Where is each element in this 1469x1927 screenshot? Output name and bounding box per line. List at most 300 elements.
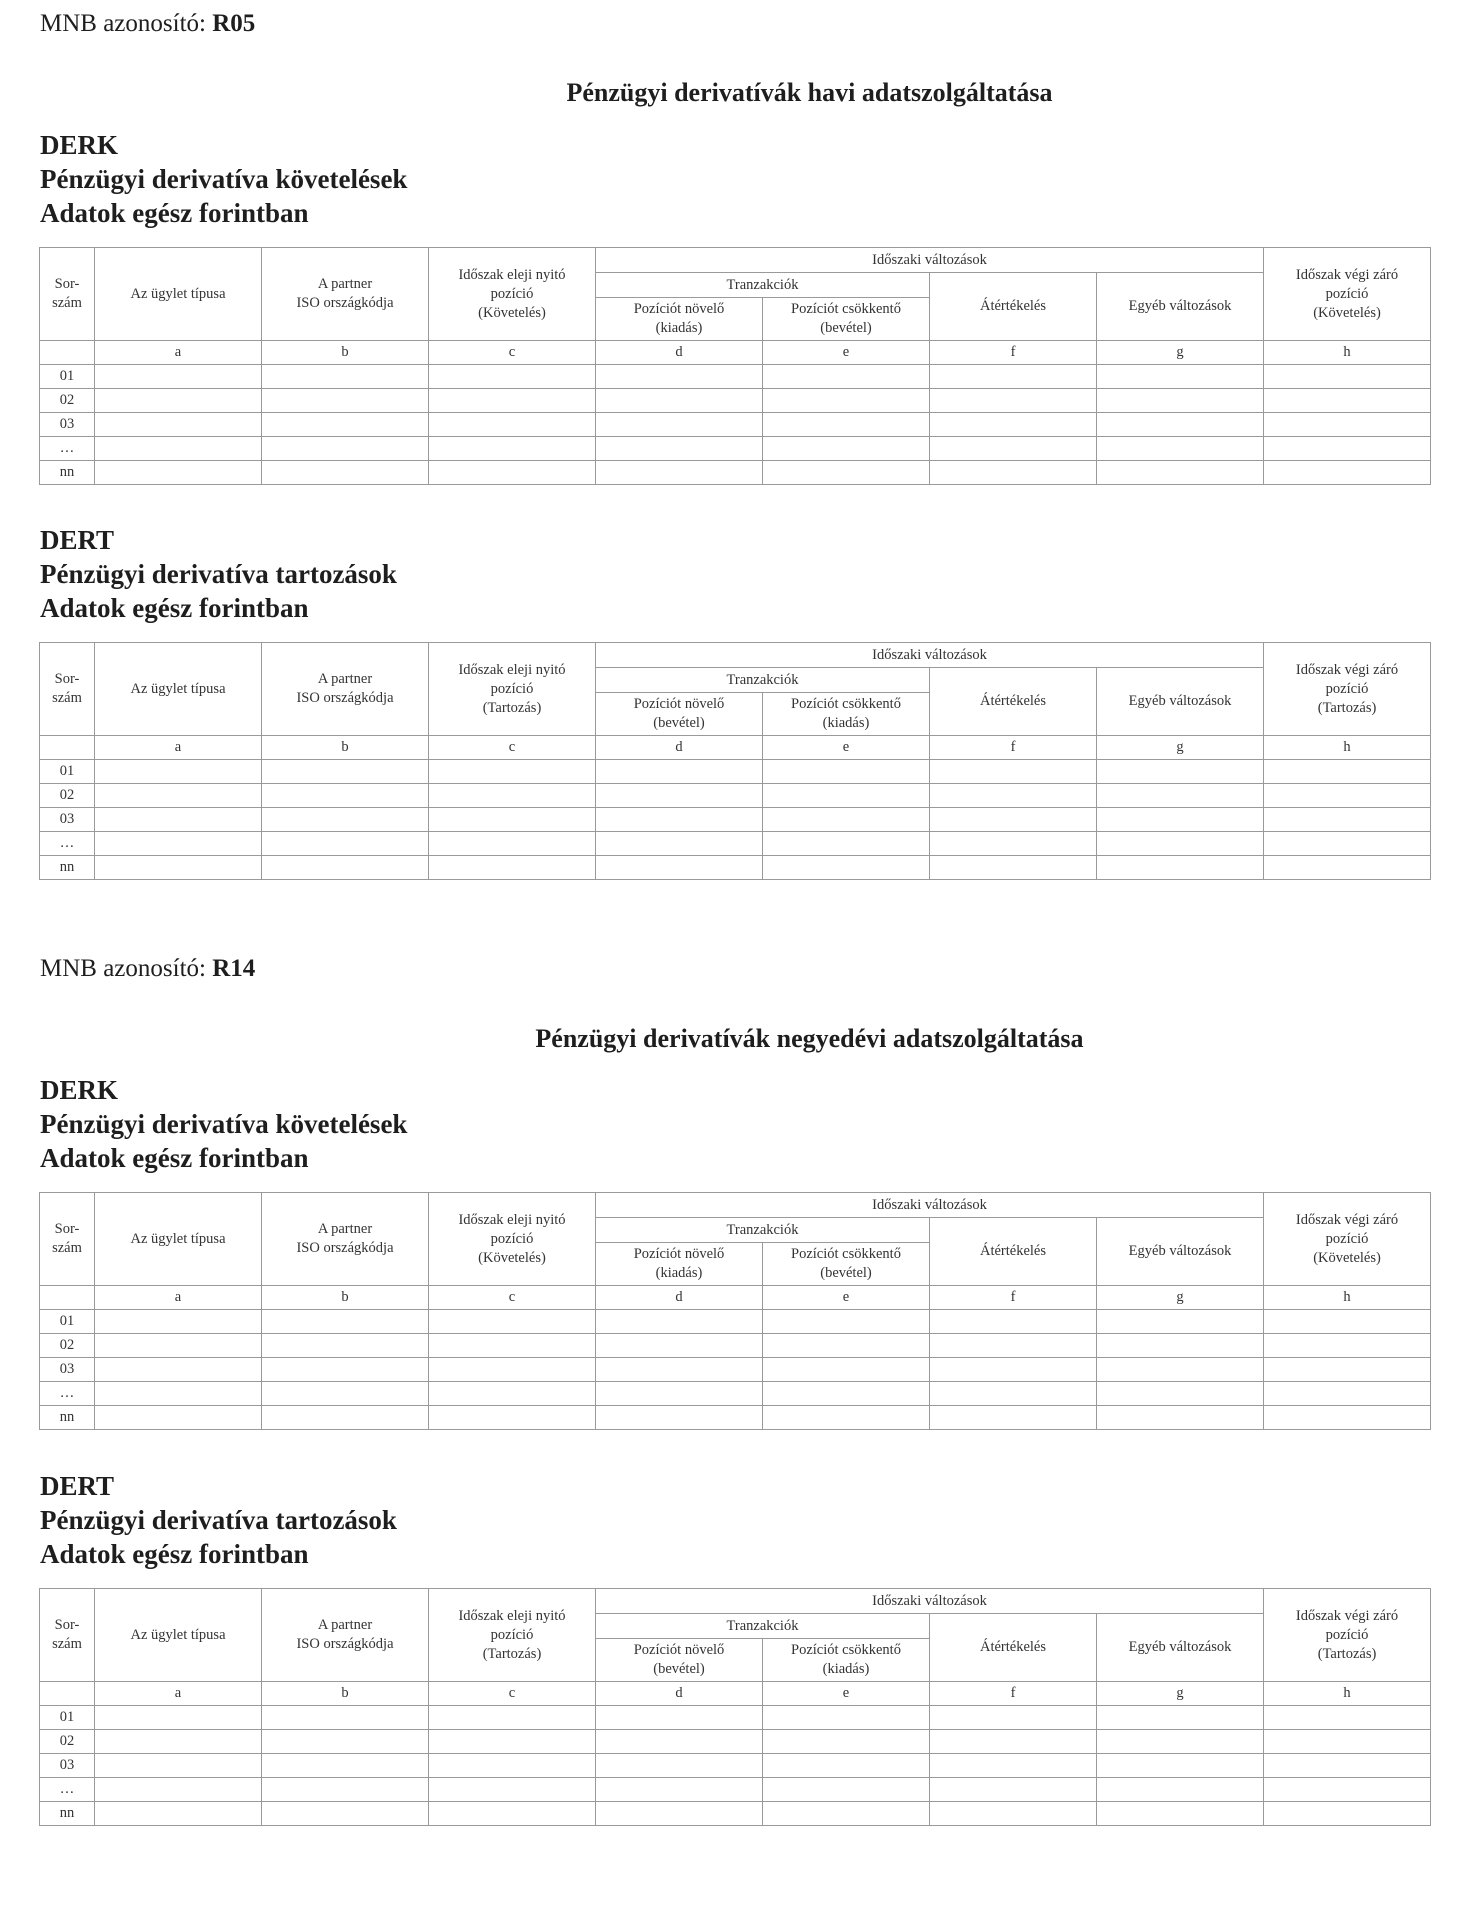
row-number: 01 <box>40 1706 95 1730</box>
data-cell <box>1264 784 1431 808</box>
data-cell <box>596 1754 763 1778</box>
data-cell <box>596 365 763 389</box>
header-other-changes: Egyéb változások <box>1097 273 1264 341</box>
report-table <box>39 247 1431 485</box>
data-cell <box>262 1802 429 1826</box>
table-unit: Adatok egész forintban <box>40 198 309 228</box>
table-row <box>40 760 1431 784</box>
data-cell <box>1264 760 1431 784</box>
data-cell <box>1264 461 1431 485</box>
data-cell <box>930 365 1097 389</box>
data-cell <box>1097 389 1264 413</box>
data-cell <box>262 1706 429 1730</box>
column-letter: e <box>763 341 930 365</box>
data-cell <box>95 1754 262 1778</box>
data-cell <box>429 365 596 389</box>
header-position-decrease: Pozíciót csökkentő (kiadás) <box>763 693 930 736</box>
data-cell <box>930 1778 1097 1802</box>
column-letter: e <box>763 736 930 760</box>
mnb-id-code: R14 <box>212 955 256 982</box>
data-cell <box>95 437 262 461</box>
header-sorszam: Sor- szám <box>40 1193 95 1286</box>
data-cell <box>1264 1730 1431 1754</box>
table-row <box>40 1754 1431 1778</box>
data-cell <box>262 1382 429 1406</box>
header-transaction-type: Az ügylet típusa <box>95 643 262 736</box>
data-cell <box>763 437 930 461</box>
data-cell <box>930 461 1097 485</box>
data-cell <box>1264 413 1431 437</box>
data-cell <box>95 784 262 808</box>
data-cell <box>930 1730 1097 1754</box>
header-period-changes: Időszaki változások <box>596 1589 1264 1614</box>
header-revaluation: Átértékelés <box>930 1614 1097 1682</box>
column-letter: h <box>1264 736 1431 760</box>
column-letter: b <box>262 341 429 365</box>
data-cell <box>930 1406 1097 1430</box>
data-cell <box>262 856 429 880</box>
data-cell <box>95 413 262 437</box>
data-cell <box>95 1706 262 1730</box>
data-cell <box>763 808 930 832</box>
header-opening-position: Időszak eleji nyitó pozíció (Követelés) <box>429 1193 596 1286</box>
row-number: 01 <box>40 760 95 784</box>
data-cell <box>763 1706 930 1730</box>
header-closing-position: Időszak végi záró pozíció (Követelés) <box>1264 1193 1431 1286</box>
row-number: nn <box>40 1802 95 1826</box>
data-cell <box>596 1730 763 1754</box>
table-row <box>40 1310 1431 1334</box>
data-cell <box>1097 413 1264 437</box>
header-period-changes: Időszaki változások <box>596 248 1264 273</box>
table-heading <box>40 523 397 625</box>
data-cell <box>429 389 596 413</box>
data-cell <box>930 808 1097 832</box>
table-row <box>40 1406 1431 1430</box>
data-cell <box>930 1358 1097 1382</box>
column-letter: c <box>429 341 596 365</box>
header-position-decrease: Pozíciót csökkentő (kiadás) <box>763 1639 930 1682</box>
data-cell <box>763 1730 930 1754</box>
data-cell <box>763 1310 930 1334</box>
table-row <box>40 1778 1431 1802</box>
data-cell <box>1264 1406 1431 1430</box>
header-position-increase: Pozíciót növelő (kiadás) <box>596 1243 763 1286</box>
data-cell <box>262 832 429 856</box>
data-cell <box>596 437 763 461</box>
data-cell <box>262 389 429 413</box>
data-cell <box>95 760 262 784</box>
data-cell <box>1264 1706 1431 1730</box>
column-letter: f <box>930 1286 1097 1310</box>
data-cell <box>95 461 262 485</box>
column-letter: d <box>596 736 763 760</box>
header-partner-iso: A partner ISO országkódja <box>262 1193 429 1286</box>
data-cell <box>1097 760 1264 784</box>
table-row <box>40 1730 1431 1754</box>
column-letter: c <box>429 1682 596 1706</box>
data-cell <box>930 389 1097 413</box>
table-heading <box>40 1073 407 1175</box>
header-position-increase: Pozíciót növelő (bevétel) <box>596 693 763 736</box>
header-position-decrease: Pozíciót csökkentő (bevétel) <box>763 1243 930 1286</box>
data-cell <box>429 832 596 856</box>
column-letter: d <box>596 1286 763 1310</box>
row-number: 03 <box>40 413 95 437</box>
row-number: 03 <box>40 808 95 832</box>
data-cell <box>262 784 429 808</box>
row-number: 01 <box>40 1310 95 1334</box>
header-partner-iso: A partner ISO országkódja <box>262 1589 429 1682</box>
table-row <box>40 1382 1431 1406</box>
data-cell <box>1097 1754 1264 1778</box>
table-row <box>40 389 1431 413</box>
data-cell <box>262 1778 429 1802</box>
column-letter: g <box>1097 1286 1264 1310</box>
data-cell <box>262 808 429 832</box>
data-cell <box>763 1334 930 1358</box>
data-cell <box>596 1358 763 1382</box>
letter-cell-empty <box>40 736 95 760</box>
data-cell <box>262 437 429 461</box>
data-cell <box>429 1730 596 1754</box>
data-cell <box>429 437 596 461</box>
data-cell <box>1264 856 1431 880</box>
data-cell <box>763 365 930 389</box>
data-cell <box>1097 461 1264 485</box>
header-opening-position: Időszak eleji nyitó pozíció (Tartozás) <box>429 1589 596 1682</box>
table-row <box>40 784 1431 808</box>
data-cell <box>429 1802 596 1826</box>
table-name: Pénzügyi derivatíva követelések <box>40 1109 408 1139</box>
data-cell <box>95 365 262 389</box>
header-revaluation: Átértékelés <box>930 668 1097 736</box>
header-closing-position: Időszak végi záró pozíció (Követelés) <box>1264 248 1431 341</box>
header-transaction-type: Az ügylet típusa <box>95 1589 262 1682</box>
data-cell <box>596 1406 763 1430</box>
table-heading <box>40 128 407 230</box>
data-cell <box>1097 1706 1264 1730</box>
data-cell <box>429 1706 596 1730</box>
mnb-id-line <box>40 10 255 38</box>
data-cell <box>262 413 429 437</box>
data-cell <box>1097 1802 1264 1826</box>
data-cell <box>429 1310 596 1334</box>
table-code: DERT <box>40 1471 115 1501</box>
data-cell <box>262 1358 429 1382</box>
header-position-increase: Pozíciót növelő (kiadás) <box>596 298 763 341</box>
column-letter: a <box>95 736 262 760</box>
table-unit: Adatok egész forintban <box>40 593 309 623</box>
data-cell <box>930 1802 1097 1826</box>
letter-cell-empty <box>40 1682 95 1706</box>
column-letter: g <box>1097 341 1264 365</box>
mnb-id-line <box>40 955 255 983</box>
table-name: Pénzügyi derivatíva tartozások <box>40 559 397 589</box>
data-cell <box>1264 389 1431 413</box>
table-unit: Adatok egész forintban <box>40 1143 309 1173</box>
data-cell <box>1264 808 1431 832</box>
data-cell <box>1264 1802 1431 1826</box>
column-letter: d <box>596 341 763 365</box>
column-letter: h <box>1264 1286 1431 1310</box>
data-cell <box>763 1802 930 1826</box>
row-number: 02 <box>40 1730 95 1754</box>
data-cell <box>429 1382 596 1406</box>
header-other-changes: Egyéb változások <box>1097 1614 1264 1682</box>
header-other-changes: Egyéb változások <box>1097 1218 1264 1286</box>
data-cell <box>596 1334 763 1358</box>
data-cell <box>95 1358 262 1382</box>
table-unit: Adatok egész forintban <box>40 1539 309 1569</box>
data-cell <box>1097 808 1264 832</box>
column-letter: d <box>596 1682 763 1706</box>
header-transactions: Tranzakciók <box>596 1614 930 1639</box>
column-letter: b <box>262 736 429 760</box>
data-cell <box>262 365 429 389</box>
data-cell <box>763 461 930 485</box>
table-row <box>40 856 1431 880</box>
table-code: DERK <box>40 130 119 160</box>
data-cell <box>763 1358 930 1382</box>
header-closing-position: Időszak végi záró pozíció (Tartozás) <box>1264 643 1431 736</box>
data-cell <box>262 1310 429 1334</box>
data-cell <box>1097 1778 1264 1802</box>
data-cell <box>930 1754 1097 1778</box>
data-cell <box>1264 1754 1431 1778</box>
data-cell <box>429 413 596 437</box>
header-transactions: Tranzakciók <box>596 273 930 298</box>
row-number: 02 <box>40 784 95 808</box>
header-partner-iso: A partner ISO országkódja <box>262 248 429 341</box>
table-row <box>40 461 1431 485</box>
table-row <box>40 808 1431 832</box>
table-row <box>40 413 1431 437</box>
header-sorszam: Sor- szám <box>40 248 95 341</box>
data-cell <box>763 856 930 880</box>
data-cell <box>930 784 1097 808</box>
data-cell <box>1264 1310 1431 1334</box>
column-letter: c <box>429 1286 596 1310</box>
header-opening-position: Időszak eleji nyitó pozíció (Követelés) <box>429 248 596 341</box>
data-cell <box>763 1754 930 1778</box>
data-cell <box>930 856 1097 880</box>
header-transactions: Tranzakciók <box>596 1218 930 1243</box>
data-cell <box>95 856 262 880</box>
letter-cell-empty <box>40 341 95 365</box>
data-cell <box>1097 832 1264 856</box>
table-name: Pénzügyi derivatíva tartozások <box>40 1505 397 1535</box>
header-sorszam: Sor- szám <box>40 1589 95 1682</box>
data-cell <box>262 1754 429 1778</box>
data-cell <box>429 1778 596 1802</box>
column-letter: a <box>95 341 262 365</box>
data-cell <box>262 461 429 485</box>
data-cell <box>1264 365 1431 389</box>
letter-cell-empty <box>40 1286 95 1310</box>
table-row <box>40 1802 1431 1826</box>
data-cell <box>1264 437 1431 461</box>
column-letter: c <box>429 736 596 760</box>
header-period-changes: Időszaki változások <box>596 643 1264 668</box>
data-cell <box>1264 1382 1431 1406</box>
data-cell <box>596 1382 763 1406</box>
data-cell <box>596 461 763 485</box>
data-cell <box>596 413 763 437</box>
data-cell <box>95 1334 262 1358</box>
data-cell <box>763 389 930 413</box>
report-title: Pénzügyi derivatívák negyedévi adatszolgáltatása <box>535 1024 1084 1053</box>
data-cell <box>429 808 596 832</box>
data-cell <box>1097 784 1264 808</box>
data-cell <box>262 1334 429 1358</box>
data-cell <box>763 760 930 784</box>
data-cell <box>763 832 930 856</box>
data-cell <box>262 1406 429 1430</box>
data-cell <box>930 413 1097 437</box>
data-cell <box>596 808 763 832</box>
row-number: 02 <box>40 389 95 413</box>
data-cell <box>596 784 763 808</box>
header-position-decrease: Pozíciót csökkentő (bevétel) <box>763 298 930 341</box>
row-number: nn <box>40 1406 95 1430</box>
row-number: 03 <box>40 1358 95 1382</box>
data-cell <box>1264 1358 1431 1382</box>
header-other-changes: Egyéb változások <box>1097 668 1264 736</box>
data-cell <box>596 1802 763 1826</box>
header-transactions: Tranzakciók <box>596 668 930 693</box>
data-cell <box>596 856 763 880</box>
data-cell <box>1097 856 1264 880</box>
data-cell <box>95 1406 262 1430</box>
column-letter: f <box>930 736 1097 760</box>
data-cell <box>429 1358 596 1382</box>
report-table <box>39 1588 1431 1826</box>
data-cell <box>930 1706 1097 1730</box>
table-name: Pénzügyi derivatíva követelések <box>40 164 408 194</box>
column-letter: f <box>930 1682 1097 1706</box>
report-title: Pénzügyi derivatívák havi adatszolgáltatása <box>566 78 1053 107</box>
row-number: … <box>40 1778 95 1802</box>
data-cell <box>429 461 596 485</box>
data-cell <box>1097 1310 1264 1334</box>
report-table <box>39 642 1431 880</box>
table-row <box>40 1334 1431 1358</box>
row-number: nn <box>40 461 95 485</box>
data-cell <box>262 1730 429 1754</box>
data-cell <box>95 1310 262 1334</box>
data-cell <box>930 437 1097 461</box>
data-cell <box>95 389 262 413</box>
column-letter: b <box>262 1682 429 1706</box>
data-cell <box>763 1778 930 1802</box>
mnb-id-label: MNB azonosító: <box>40 955 206 982</box>
row-number: … <box>40 437 95 461</box>
table-row <box>40 365 1431 389</box>
header-revaluation: Átértékelés <box>930 273 1097 341</box>
table-row <box>40 1358 1431 1382</box>
column-letter: e <box>763 1682 930 1706</box>
data-cell <box>763 784 930 808</box>
data-cell <box>1097 1334 1264 1358</box>
column-letter: f <box>930 341 1097 365</box>
header-closing-position: Időszak végi záró pozíció (Tartozás) <box>1264 1589 1431 1682</box>
row-number: 03 <box>40 1754 95 1778</box>
column-letter: g <box>1097 1682 1264 1706</box>
column-letter: g <box>1097 736 1264 760</box>
report-table <box>39 1192 1431 1430</box>
row-number: … <box>40 832 95 856</box>
data-cell <box>930 1334 1097 1358</box>
row-number: nn <box>40 856 95 880</box>
header-transaction-type: Az ügylet típusa <box>95 1193 262 1286</box>
data-cell <box>1264 832 1431 856</box>
data-cell <box>596 1310 763 1334</box>
data-cell <box>596 389 763 413</box>
data-cell <box>596 760 763 784</box>
header-transaction-type: Az ügylet típusa <box>95 248 262 341</box>
data-cell <box>596 832 763 856</box>
table-heading <box>40 1469 397 1571</box>
data-cell <box>429 1334 596 1358</box>
data-cell <box>1264 1778 1431 1802</box>
data-cell <box>1097 1406 1264 1430</box>
data-cell <box>429 856 596 880</box>
data-cell <box>95 1802 262 1826</box>
data-cell <box>95 1778 262 1802</box>
header-revaluation: Átértékelés <box>930 1218 1097 1286</box>
data-cell <box>763 413 930 437</box>
header-position-increase: Pozíciót növelő (bevétel) <box>596 1639 763 1682</box>
row-number: … <box>40 1382 95 1406</box>
data-cell <box>1097 1358 1264 1382</box>
data-cell <box>95 832 262 856</box>
data-cell <box>429 784 596 808</box>
data-cell <box>930 832 1097 856</box>
data-cell <box>1097 365 1264 389</box>
data-cell <box>1264 1334 1431 1358</box>
mnb-id-code: R05 <box>212 10 256 37</box>
row-number: 01 <box>40 365 95 389</box>
data-cell <box>596 1706 763 1730</box>
column-letter: b <box>262 1286 429 1310</box>
row-number: 02 <box>40 1334 95 1358</box>
data-cell <box>1097 1382 1264 1406</box>
data-cell <box>930 1310 1097 1334</box>
header-sorszam: Sor- szám <box>40 643 95 736</box>
table-row <box>40 1706 1431 1730</box>
data-cell <box>429 1406 596 1430</box>
table-code: DERK <box>40 1075 119 1105</box>
data-cell <box>95 1730 262 1754</box>
data-cell <box>596 1778 763 1802</box>
data-cell <box>763 1382 930 1406</box>
column-letter: h <box>1264 1682 1431 1706</box>
data-cell <box>930 760 1097 784</box>
data-cell <box>930 1382 1097 1406</box>
table-row <box>40 832 1431 856</box>
header-opening-position: Időszak eleji nyitó pozíció (Tartozás) <box>429 643 596 736</box>
table-row <box>40 437 1431 461</box>
table-code: DERT <box>40 525 115 555</box>
data-cell <box>429 1754 596 1778</box>
column-letter: e <box>763 1286 930 1310</box>
header-partner-iso: A partner ISO országkódja <box>262 643 429 736</box>
data-cell <box>429 760 596 784</box>
data-cell <box>95 808 262 832</box>
data-cell <box>262 760 429 784</box>
data-cell <box>95 1382 262 1406</box>
